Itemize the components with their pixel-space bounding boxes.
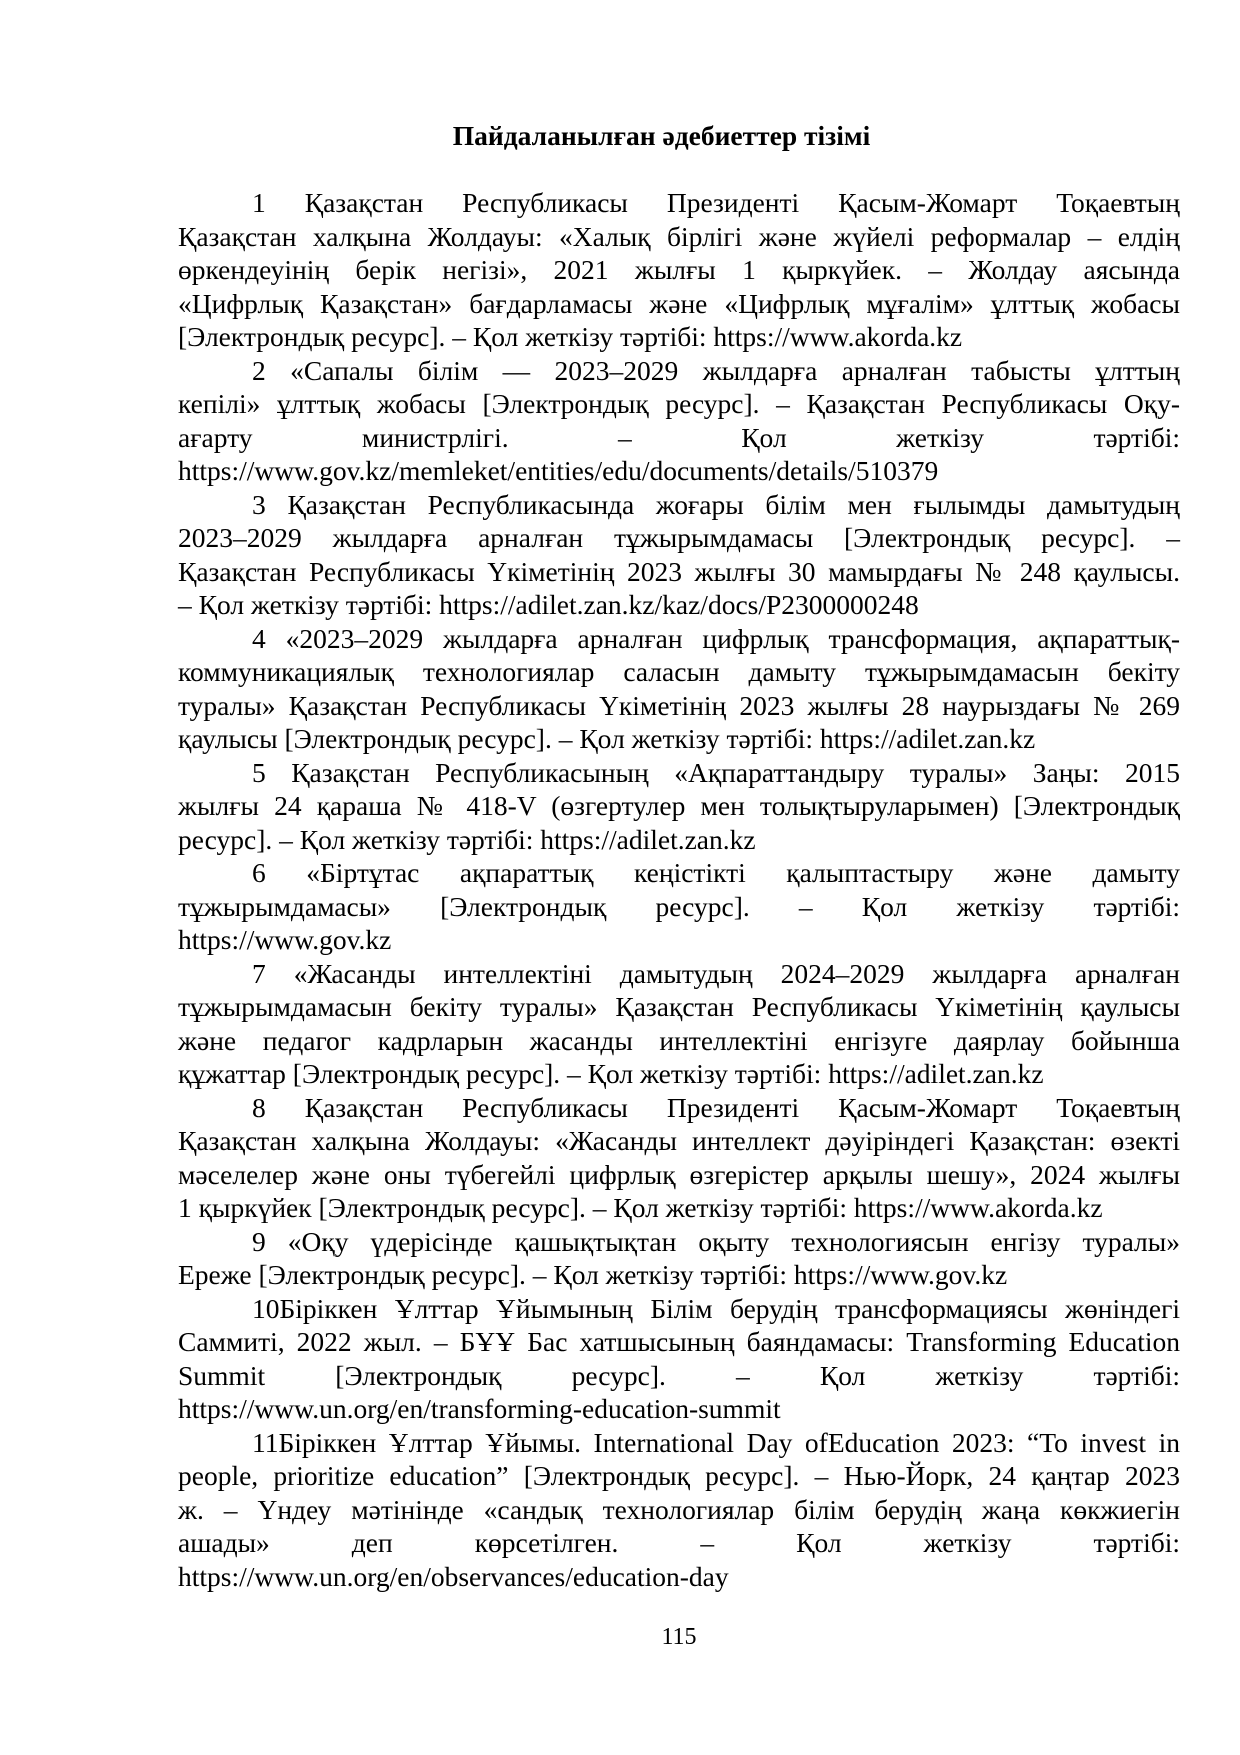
reference-line: 11Біріккен Ұлттар Ұйымы. International Day ofEducation 2023: “To invest in bbox=[252, 1426, 1180, 1458]
reference-line: https://www.un.org/en/transforming-education-summit bbox=[178, 1393, 781, 1424]
reference-item bbox=[178, 354, 1180, 488]
reference-line: тұжырымдамасын бекіту туралы» Қазақстан Республикасы Үкіметінің қаулысы bbox=[178, 991, 1180, 1022]
reference-line: – Қол жеткізу тәртібі: https://adilet.zan.kz/kaz/docs/P2300000248 bbox=[178, 589, 919, 620]
reference-line: Қазақстан халқына Жолдауы: «Халық бірлігі және жүйелі реформалар – елдің bbox=[178, 220, 1180, 252]
reference-item bbox=[178, 1225, 1180, 1292]
reference-line: 10Біріккен Ұлттар Ұйымының Білім берудің трансформациясы жөніндегі bbox=[252, 1292, 1180, 1324]
reference-line: https://www.un.org/en/observances/education-day bbox=[178, 1560, 729, 1592]
reference-item bbox=[178, 957, 1180, 1091]
reference-line: тұжырымдамасы» [Электрондық ресурс]. – Қол жеткізу тәртібі: bbox=[178, 890, 1180, 922]
reference-line: people, prioritize education” [Электрондық ресурс]. – Нью-Йорк, 24 қаңтар 2023 bbox=[178, 1460, 1180, 1491]
reference-line: 1 Қазақстан Республикасы Президенті Қасым-Жомарт Тоқаевтың bbox=[252, 187, 1180, 218]
reference-item bbox=[178, 1091, 1180, 1225]
reference-line: 7 «Жасанды интеллектіні дамытудың 2024–2029 жылдарға арналған bbox=[252, 957, 1180, 989]
reference-line: 3 Қазақстан Республикасында жоғары білім мен ғылымды дамытудың bbox=[252, 488, 1180, 520]
reference-line: Summit [Электрондық ресурс]. – Қол жеткізу тәртібі: bbox=[178, 1359, 1180, 1391]
reference-item bbox=[178, 1292, 1180, 1426]
reference-line: 6 «Біртұтас ақпараттық кеңістікті қалыптастыру және дамыту bbox=[252, 857, 1180, 888]
reference-line: ж. – Үндеу мәтінінде «сандық технологиялар білім берудің жаңа көкжиегін bbox=[178, 1493, 1180, 1525]
reference-item bbox=[178, 856, 1180, 957]
reference-line: 5 Қазақстан Республикасының «Ақпараттандыру туралы» Заңы: 2015 bbox=[252, 756, 1180, 788]
reference-line: 2023–2029 жылдарға арналған тұжырымдамасы [Электрондық ресурс]. – bbox=[178, 522, 1180, 553]
reference-line: мәселелер және оны түбегейлі цифрлық өзгерістер арқылы шешу», 2024 жылғы bbox=[178, 1158, 1180, 1190]
reference-line: қаулысы [Электрондық ресурс]. – Қол жеткізу тәртібі: https://adilet.zan.kz bbox=[178, 723, 1036, 754]
reference-list bbox=[178, 186, 1180, 1593]
reference-line: https://www.gov.kz/memleket/entities/edu/documents/details/510379 bbox=[178, 455, 939, 486]
reference-line: жылғы 24 қараша № 418-V (өзгертулер мен толықтыруларымен) [Электрондық bbox=[178, 790, 1180, 821]
reference-line: Саммиті, 2022 жыл. – БҰҰ Бас хатшысының баяндамасы: Transforming Education bbox=[178, 1326, 1180, 1357]
reference-line: 9 «Оқу үдерісінде қашықтықтан оқыту технологиясын енгізу туралы» bbox=[252, 1225, 1180, 1257]
page-title: Пайдаланылған әдебиеттер тізімі bbox=[452, 120, 871, 151]
reference-item bbox=[178, 488, 1180, 622]
reference-item bbox=[178, 1426, 1180, 1594]
page-number: 115 bbox=[661, 1624, 697, 1650]
reference-line: ағарту министрлігі. – Қол жеткізу тәртібі: bbox=[178, 421, 1180, 453]
reference-line: «Цифрлық Қазақстан» бағдарламасы және «Цифрлық мұғалім» ұлттық жобасы bbox=[178, 287, 1180, 319]
reference-item bbox=[178, 622, 1180, 756]
reference-line: 4 «2023–2029 жылдарға арналған цифрлық трансформация, ақпараттық- bbox=[252, 622, 1180, 654]
reference-line: [Электрондық ресурс]. – Қол жеткізу тәртібі: https://www.akorda.kz bbox=[178, 321, 963, 352]
reference-line: кепілі» ұлттық жобасы [Электрондық ресурс]. – Қазақстан Республикасы Оқу- bbox=[178, 388, 1180, 419]
reference-line: 1 қыркүйек [Электрондық ресурс]. – Қол жеткізу тәртібі: https://www.akorda.kz bbox=[178, 1192, 1103, 1223]
reference-line: құжаттар [Электрондық ресурс]. – Қол жеткізу тәртібі: https://adilet.zan.kz bbox=[178, 1058, 1044, 1089]
reference-line: өркендеуінің берік негізі», 2021 жылғы 1 қыркүйек. – Жолдау аясында bbox=[178, 254, 1180, 285]
reference-item bbox=[178, 186, 1180, 354]
reference-line: және педагог кадрларын жасанды интеллектіні енгізуге даярлау бойынша bbox=[178, 1024, 1180, 1056]
reference-line: ресурс]. – Қол жеткізу тәртібі: https://adilet.zan.kz bbox=[178, 823, 756, 855]
reference-line: Қазақстан Республикасы Үкіметінің 2023 жылғы 30 мамырдағы № 248 қаулысы. bbox=[178, 555, 1180, 587]
reference-line: туралы» Қазақстан Республикасы Үкіметінің 2023 жылғы 28 наурыздағы № 269 bbox=[178, 689, 1180, 721]
reference-line: ашады» деп көрсетілген. – Қол жеткізу тәртібі: bbox=[178, 1527, 1180, 1558]
reference-item bbox=[178, 756, 1180, 857]
reference-line: Қазақстан халқына Жолдауы: «Жасанды интеллект дәуіріндегі Қазақстан: өзекті bbox=[178, 1125, 1180, 1156]
reference-line: https://www.gov.kz bbox=[178, 924, 392, 955]
reference-line: Ереже [Электрондық ресурс]. – Қол жеткізу тәртібі: https://www.gov.kz bbox=[178, 1259, 1008, 1290]
reference-line: 2 «Сапалы білім — 2023–2029 жылдарға арналған табысты ұлттың bbox=[252, 354, 1180, 386]
reference-line: коммуникациялық технологиялар саласын дамыту тұжырымдамасын бекіту bbox=[178, 656, 1180, 687]
reference-line: 8 Қазақстан Республикасы Президенті Қасым-Жомарт Тоқаевтың bbox=[252, 1091, 1180, 1123]
